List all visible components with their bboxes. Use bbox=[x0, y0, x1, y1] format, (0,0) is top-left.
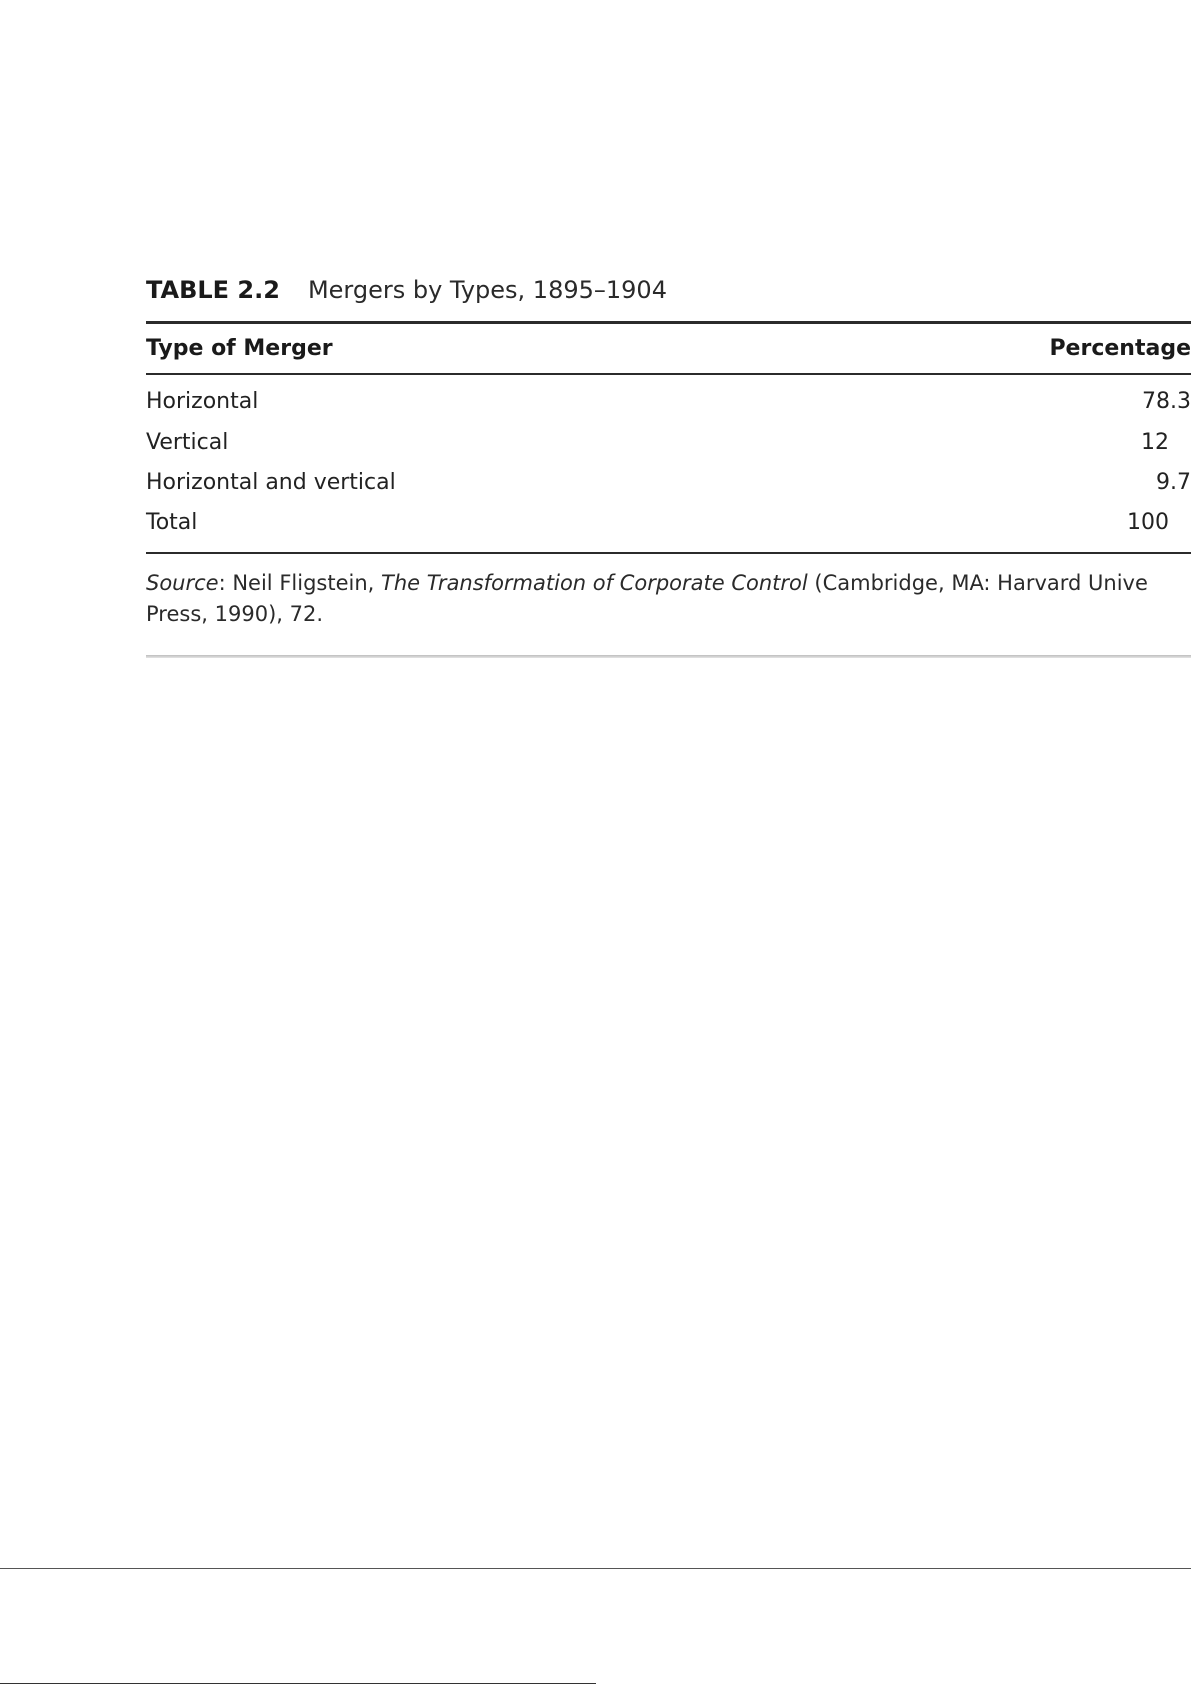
table-header-row bbox=[146, 332, 1191, 366]
source-book-title: The Transformation of Corporate Control bbox=[381, 571, 808, 595]
page-divider bbox=[0, 1568, 1191, 1569]
row-percentage: 9.7 bbox=[1156, 470, 1191, 495]
table-row bbox=[146, 426, 1191, 460]
footnote-rule bbox=[0, 1683, 596, 1684]
table-shadow-divider bbox=[146, 655, 1191, 658]
table-row bbox=[146, 466, 1191, 500]
source-label: Source bbox=[146, 571, 219, 595]
row-percentage: 100 bbox=[1127, 510, 1169, 535]
table-label: TABLE 2.2 bbox=[146, 276, 280, 304]
table-title: Mergers by Types, 1895–1904 bbox=[307, 276, 667, 304]
source-line-1 bbox=[146, 568, 1191, 599]
row-percentage: 12 bbox=[1141, 430, 1169, 455]
source-line-2: Press, 1990), 72. bbox=[146, 602, 324, 626]
table-top-rule bbox=[146, 321, 1191, 324]
row-type: Vertical bbox=[146, 430, 229, 455]
column-header-percentage: Percentage bbox=[1049, 336, 1191, 361]
table-row-total bbox=[146, 506, 1191, 540]
table-row bbox=[146, 385, 1191, 419]
column-header-type: Type of Merger bbox=[146, 336, 333, 361]
source-author: : Neil Fligstein, bbox=[218, 571, 381, 595]
table-source-note bbox=[146, 568, 1191, 630]
row-type: Horizontal and vertical bbox=[146, 470, 396, 495]
table-header-rule bbox=[146, 373, 1191, 375]
source-publisher: (Cambridge, MA: Harvard Unive bbox=[807, 571, 1148, 595]
row-type: Horizontal bbox=[146, 389, 259, 414]
row-percentage: 78.3 bbox=[1142, 389, 1191, 414]
table-bottom-rule bbox=[146, 552, 1191, 554]
row-type: Total bbox=[146, 510, 198, 535]
table-caption bbox=[146, 270, 667, 310]
